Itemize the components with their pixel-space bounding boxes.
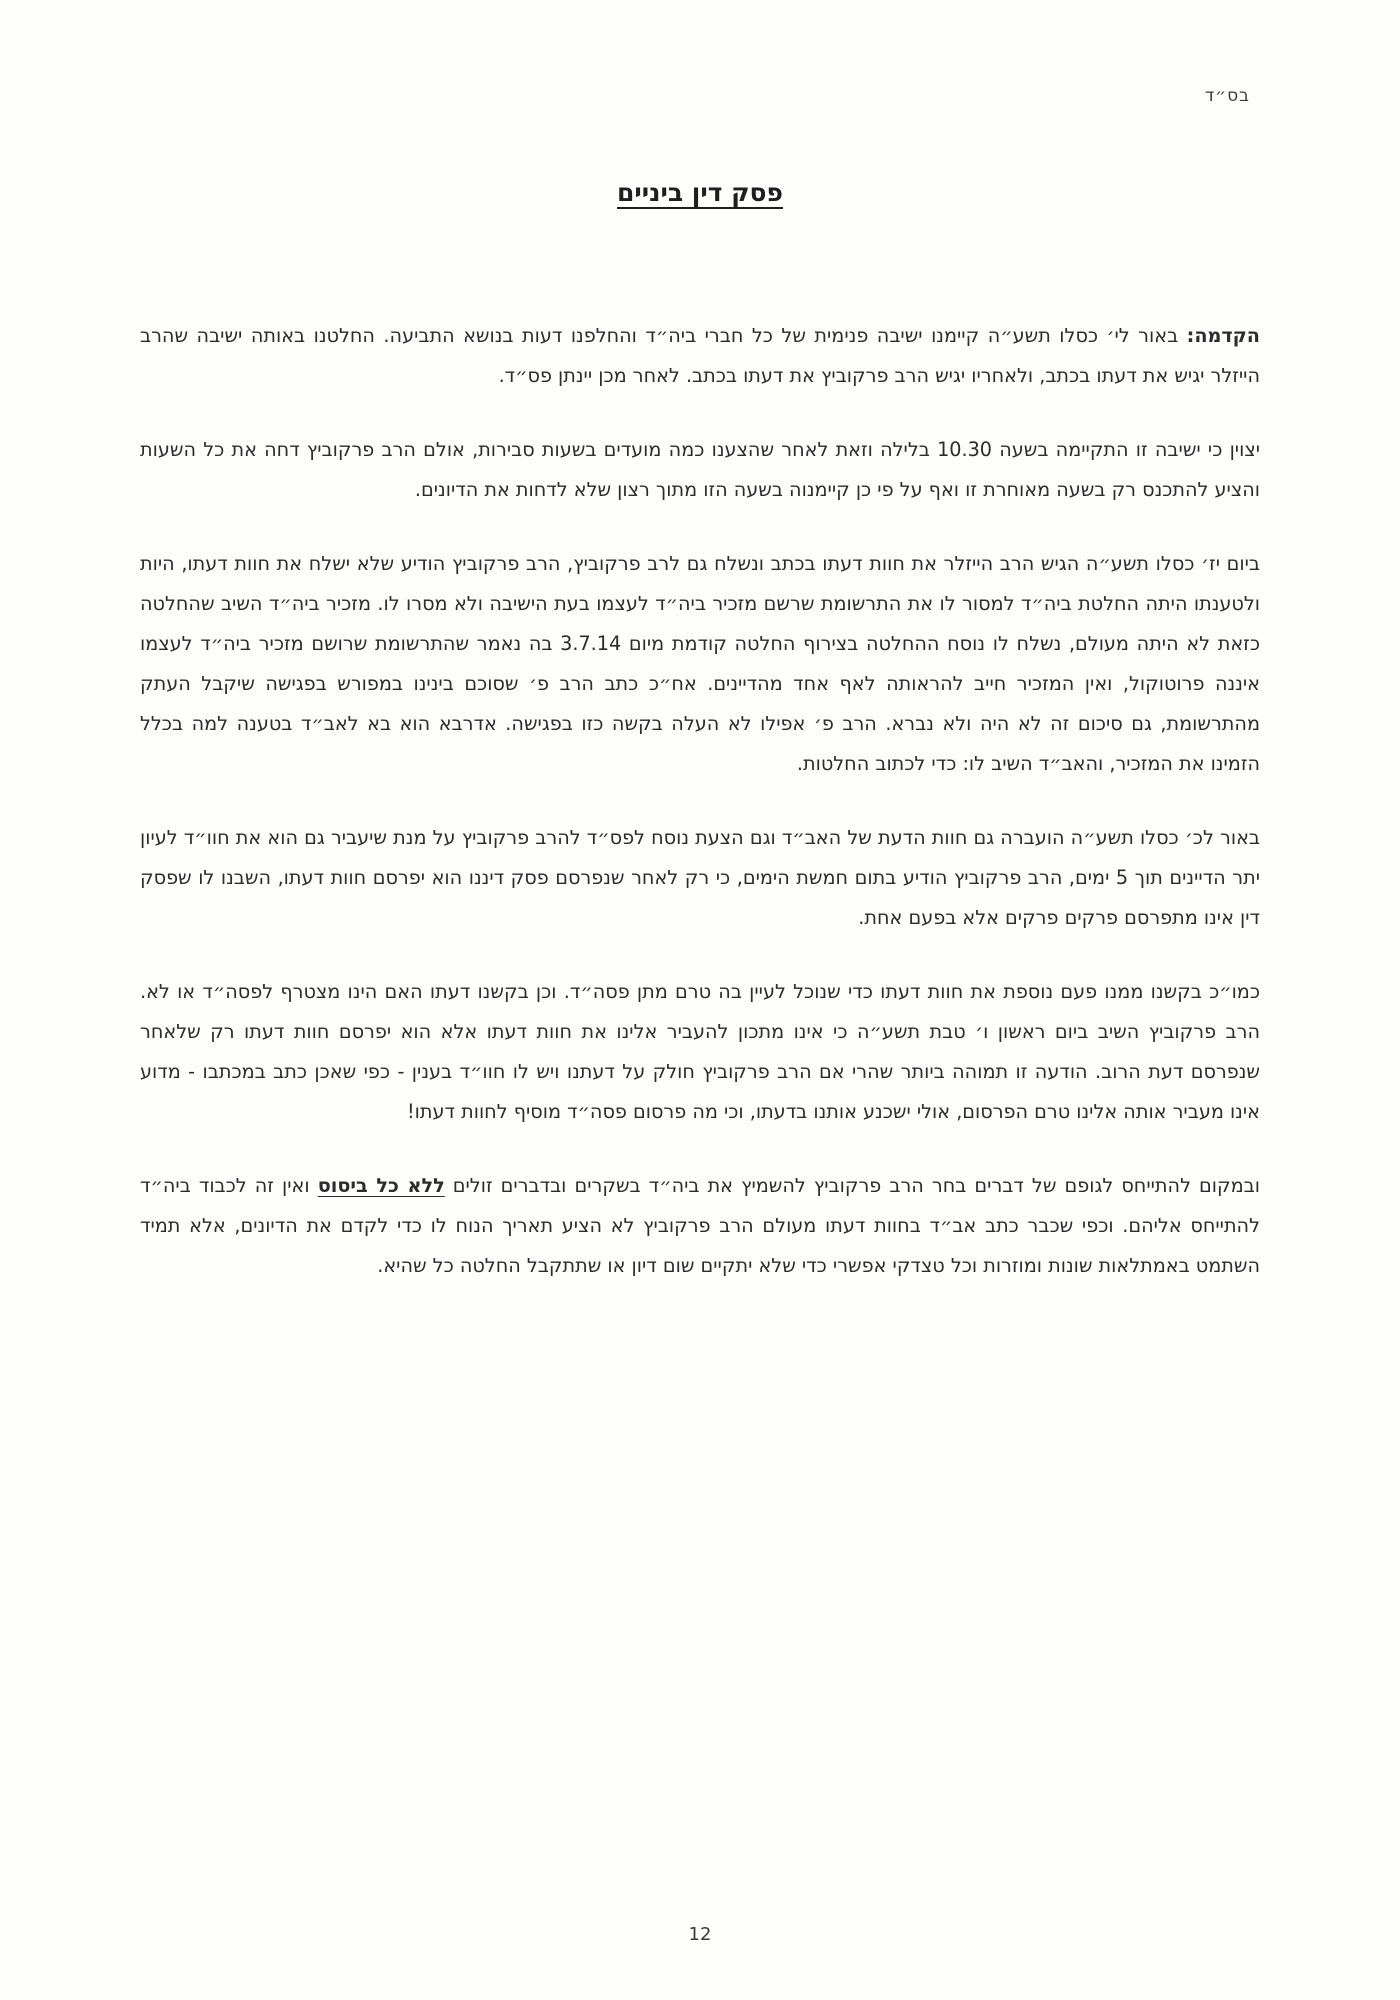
paragraph-introduction	[140, 316, 1260, 396]
paragraph-text: באור לי׳ כסלו תשע״ה קיימנו ישיבה פנימית של כל חברי ביה״ד והחלפנו דעות בנושא התביעה. החלטנו באותה ישיבה שהרב הייזלר יגיש את דעתו בכתב, ולאחריו יגיש הרב פרקוביץ את דעתו בכתב. לאחר מכן יינתן פס״ד.	[140, 324, 1260, 387]
paragraph-lead: הקדמה:	[1186, 324, 1260, 347]
paragraph-text: ואין זה לכבוד ביה״ד להתייחס אליהם. וכפי שכבר כתב אב״ד בחוות דעתו מעולם הרב פרקוביץ לא הציע תאריך הנוח לו כדי לקדם את הדיונים, אלא תמיד השתמט באמתלאות שונות ומוזרות וכל טצדקי אפשרי כדי שלא יתקיים שום דיון או שתתקבל החלטה כל שהיא.	[140, 1174, 1260, 1277]
paragraph: כמו״כ בקשנו ממנו פעם נוספת את חוות דעתו כדי שנוכל לעיין בה טרם מתן פסה״ד. וכן בקשנו דעתו האם הינו מצטרף לפסה״ד או לא. הרב פרקוביץ השיב ביום ראשון ו׳ טבת תשע״ה כי אינו מתכון להעביר אלינו את חוות דעתו אלא הוא יפרסם חוות דעתו רק שלאחר שנפרסם דעת הרוב. הודעה זו תמוהה ביותר שהרי אם הרב פרקוביץ חולק על דעתנו ויש לו חוו״ד בענין - כפי שאכן כתב במכתבו - מדוע אינו מעביר אותה אלינו טרם הפרסום, אולי ישכנע אותנו בדעתו, וכי מה פרסום פסה״ד מוסיף לחוות דעתו!	[140, 980, 1260, 1123]
paragraph: יצוין כי ישיבה זו התקיימה בשעה 10.30 בלילה וזאת לאחר שהצענו כמה מועדים בשעות סבירות, אולם הרב פרקוביץ דחה את כל השעות והציע להתכנס רק בשעה מאוחרת זו ואף על פי כן קיימנוה בשעה הזו מתוך רצון שלא לדחות את הדיונים.	[140, 438, 1260, 501]
header-mark: בס״ד	[1204, 86, 1250, 106]
paragraph-text: ובמקום להתייחס לגופם של דברים בחר הרב פרקוביץ להשמיץ את ביה״ד בשקרים ובדברים זולים	[444, 1174, 1260, 1197]
paragraph: באור לכ׳ כסלו תשע״ה הועברה גם חוות הדעת של האב״ד וגם הצעת נוסח לפס״ד להרב פרקוביץ על מנת שיעביר גם הוא את חוו״ד לעיון יתר הדיינים תוך 5 ימים, הרב פרקוביץ הודיע בתום חמשת הימים, כי רק לאחר שנפרסם פסק דיננו הוא יפרסם חוות דעתו, השבנו לו שפסק דין אינו מתפרסם פרקים פרקים אלא בפעם אחת.	[140, 826, 1260, 929]
paragraph: ביום יז׳ כסלו תשע״ה הגיש הרב הייזלר את חוות דעתו בכתב ונשלח גם לרב פרקוביץ, הרב פרקוביץ הודיע שלא ישלח את חוות דעתו, היות ולטענתו היתה החלטת ביה״ד למסור לו את התרשומת שרשם מזכיר ביה״ד לעצמו בעת הישיבה ולא מסרו לו. מזכיר ביה״ד השיב שהחלטה כזאת לא היתה מעולם, נשלח לו נוסח ההחלטה בצירוף החלטה קודמת מיום 3.7.14 בה נאמר שהתרשומת שרושם מזכיר ביה״ד לעצמו איננה פרוטוקול, ואין המזכיר חייב להראותה לאף אחד מהדיינים. אח״כ כתב הרב פ׳ שסוכם בינינו במפורש בפגישה שיקבל העתק מהתרשומת, גם סיכום זה לא היה ולא נברא. הרב פ׳ אפילו לא העלה בקשה כזו בפגישה. אדרבא הוא בא לאב״ד בטענה למה בכלל הזמינו את המזכיר, והאב״ד השיב לו: כדי לכתוב החלטות.	[140, 552, 1260, 775]
paragraph	[140, 1166, 1260, 1286]
emphasized-text: ללא כל ביסוס	[317, 1174, 445, 1197]
page-number: 12	[688, 1924, 712, 1945]
document-title: פסק דין ביניים	[617, 178, 783, 207]
document-body	[140, 316, 1260, 1320]
